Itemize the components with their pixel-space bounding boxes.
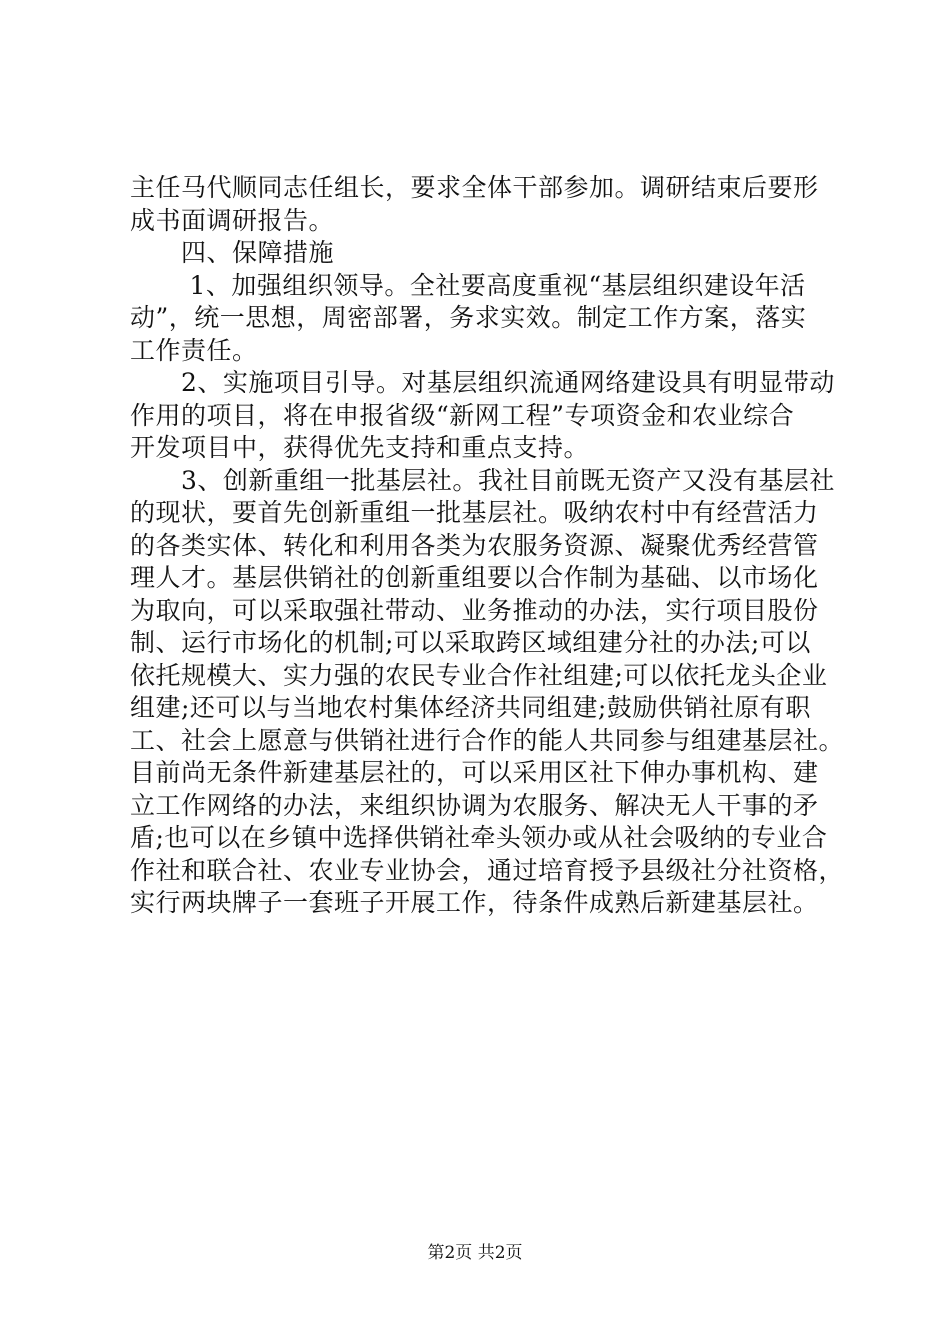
text-line: 理人才。基层供销社的创新重组要以合作制为基础、以市场化 (130, 563, 819, 592)
text-line: 工、社会上愿意与供销社进行合作的能人共同参与组建基层社。 (130, 725, 845, 755)
text-line: 成书面调研报告。 (130, 205, 335, 235)
text-line: 工作责任。 (130, 335, 258, 365)
text-line: 2、实施项目引导。对基层组织流通网络建设具有明显带动 (130, 368, 835, 397)
text-line: 3、创新重组一批基层社。我社目前既无资产又没有基层社 (130, 465, 835, 495)
text-line: 主任马代顺同志任组长，要求全体干部参加。调研结束后要形 (130, 173, 819, 202)
text-line: 立工作网络的办法，来组织协调为农服务、解决无人干事的矛 (130, 790, 819, 820)
text-line: 实行两块牌子一套班子开展工作，待条件成熟后新建基层社。 (130, 888, 819, 917)
text-line: 为取向，可以采取强社带动、业务推动的办法，实行项目股份 (130, 595, 819, 625)
text-line: 作用的项目，将在申报省级“新网工程”专项资金和农业综合 (130, 400, 795, 430)
page-number: 第2页 共2页 (427, 1243, 523, 1263)
section-heading: 四、保障措施 (130, 238, 335, 267)
text-line: 1、加强组织领导。全社要高度重视“基层组织建设年活 (130, 270, 806, 300)
text-line: 作社和联合社、农业专业协会，通过培育授予县级社分社资格， (130, 855, 845, 885)
text-line: 开发项目中，获得优先支持和重点支持。 (130, 433, 590, 462)
text-line: 的各类实体、转化和利用各类为农服务资源、凝聚优秀经营管 (130, 530, 819, 560)
text-line: 依托规模大、实力强的农民专业合作社组建;可以依托龙头企业 (130, 660, 828, 690)
text-line: 的现状，要首先创新重组一批基层社。吸纳农村中有经营活力 (130, 498, 819, 527)
text-line: 组建;还可以与当地农村集体经济共同组建;鼓励供销社原有职 (130, 693, 811, 722)
text-line: 目前尚无条件新建基层社的，可以采用区社下伸办事机构、建 (130, 758, 819, 787)
text-line: 动”，统一思想，周密部署，务求实效。制定工作方案，落实 (130, 303, 807, 332)
document-body (130, 172, 845, 920)
text-line: 制、运行市场化的机制;可以采取跨区域组建分社的办法;可以 (130, 628, 811, 657)
text-line: 盾;也可以在乡镇中选择供销社牵头领办或从社会吸纳的专业合 (130, 823, 828, 852)
